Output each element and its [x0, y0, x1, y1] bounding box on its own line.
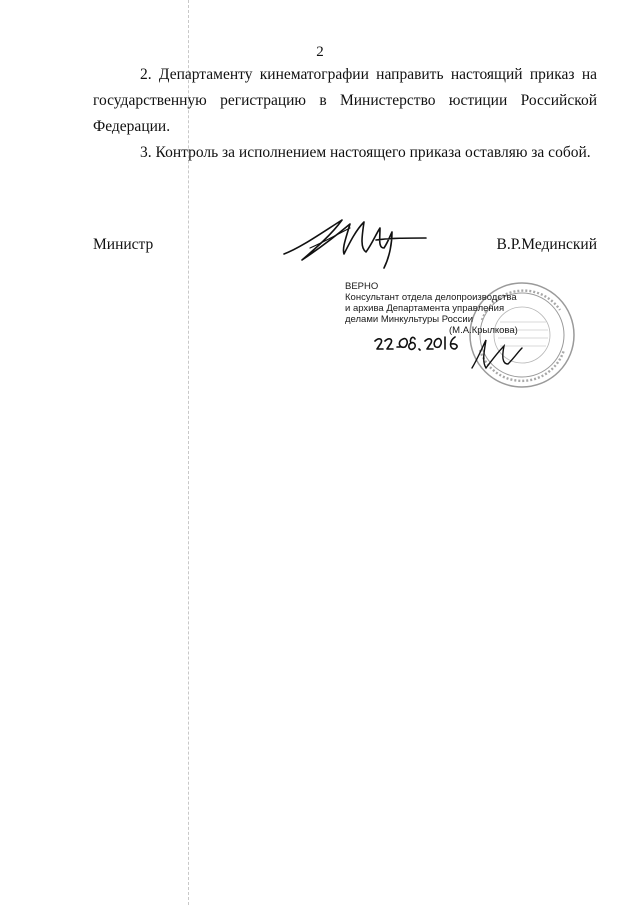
certification-line-3: делами Минкультуры России — [345, 314, 474, 325]
handwritten-date — [373, 333, 463, 357]
page-number: 2 — [316, 44, 324, 60]
certification-line-2: и архива Департамента управления — [345, 303, 505, 314]
paragraph-3: 3. Контроль за исполнением настоящего приказа оставляю за собой. — [140, 144, 591, 161]
document-body — [93, 62, 597, 166]
minister-title: Министр — [93, 236, 154, 253]
certification-heading: ВЕРНО — [345, 281, 379, 292]
certification-name: (М.А.Крылкова) — [449, 325, 518, 336]
certification-line-1: Консультант отдела делопроизводства — [345, 292, 517, 303]
certifier-initials — [468, 318, 528, 378]
minister-signature — [280, 208, 430, 278]
minister-name: В.Р.Мединский — [496, 236, 597, 253]
paragraph-2: 2. Департаменту кинематографии направить настоящий приказ на государственную регистрацию в Министерство юстиции Российской Федерации. — [93, 66, 597, 135]
